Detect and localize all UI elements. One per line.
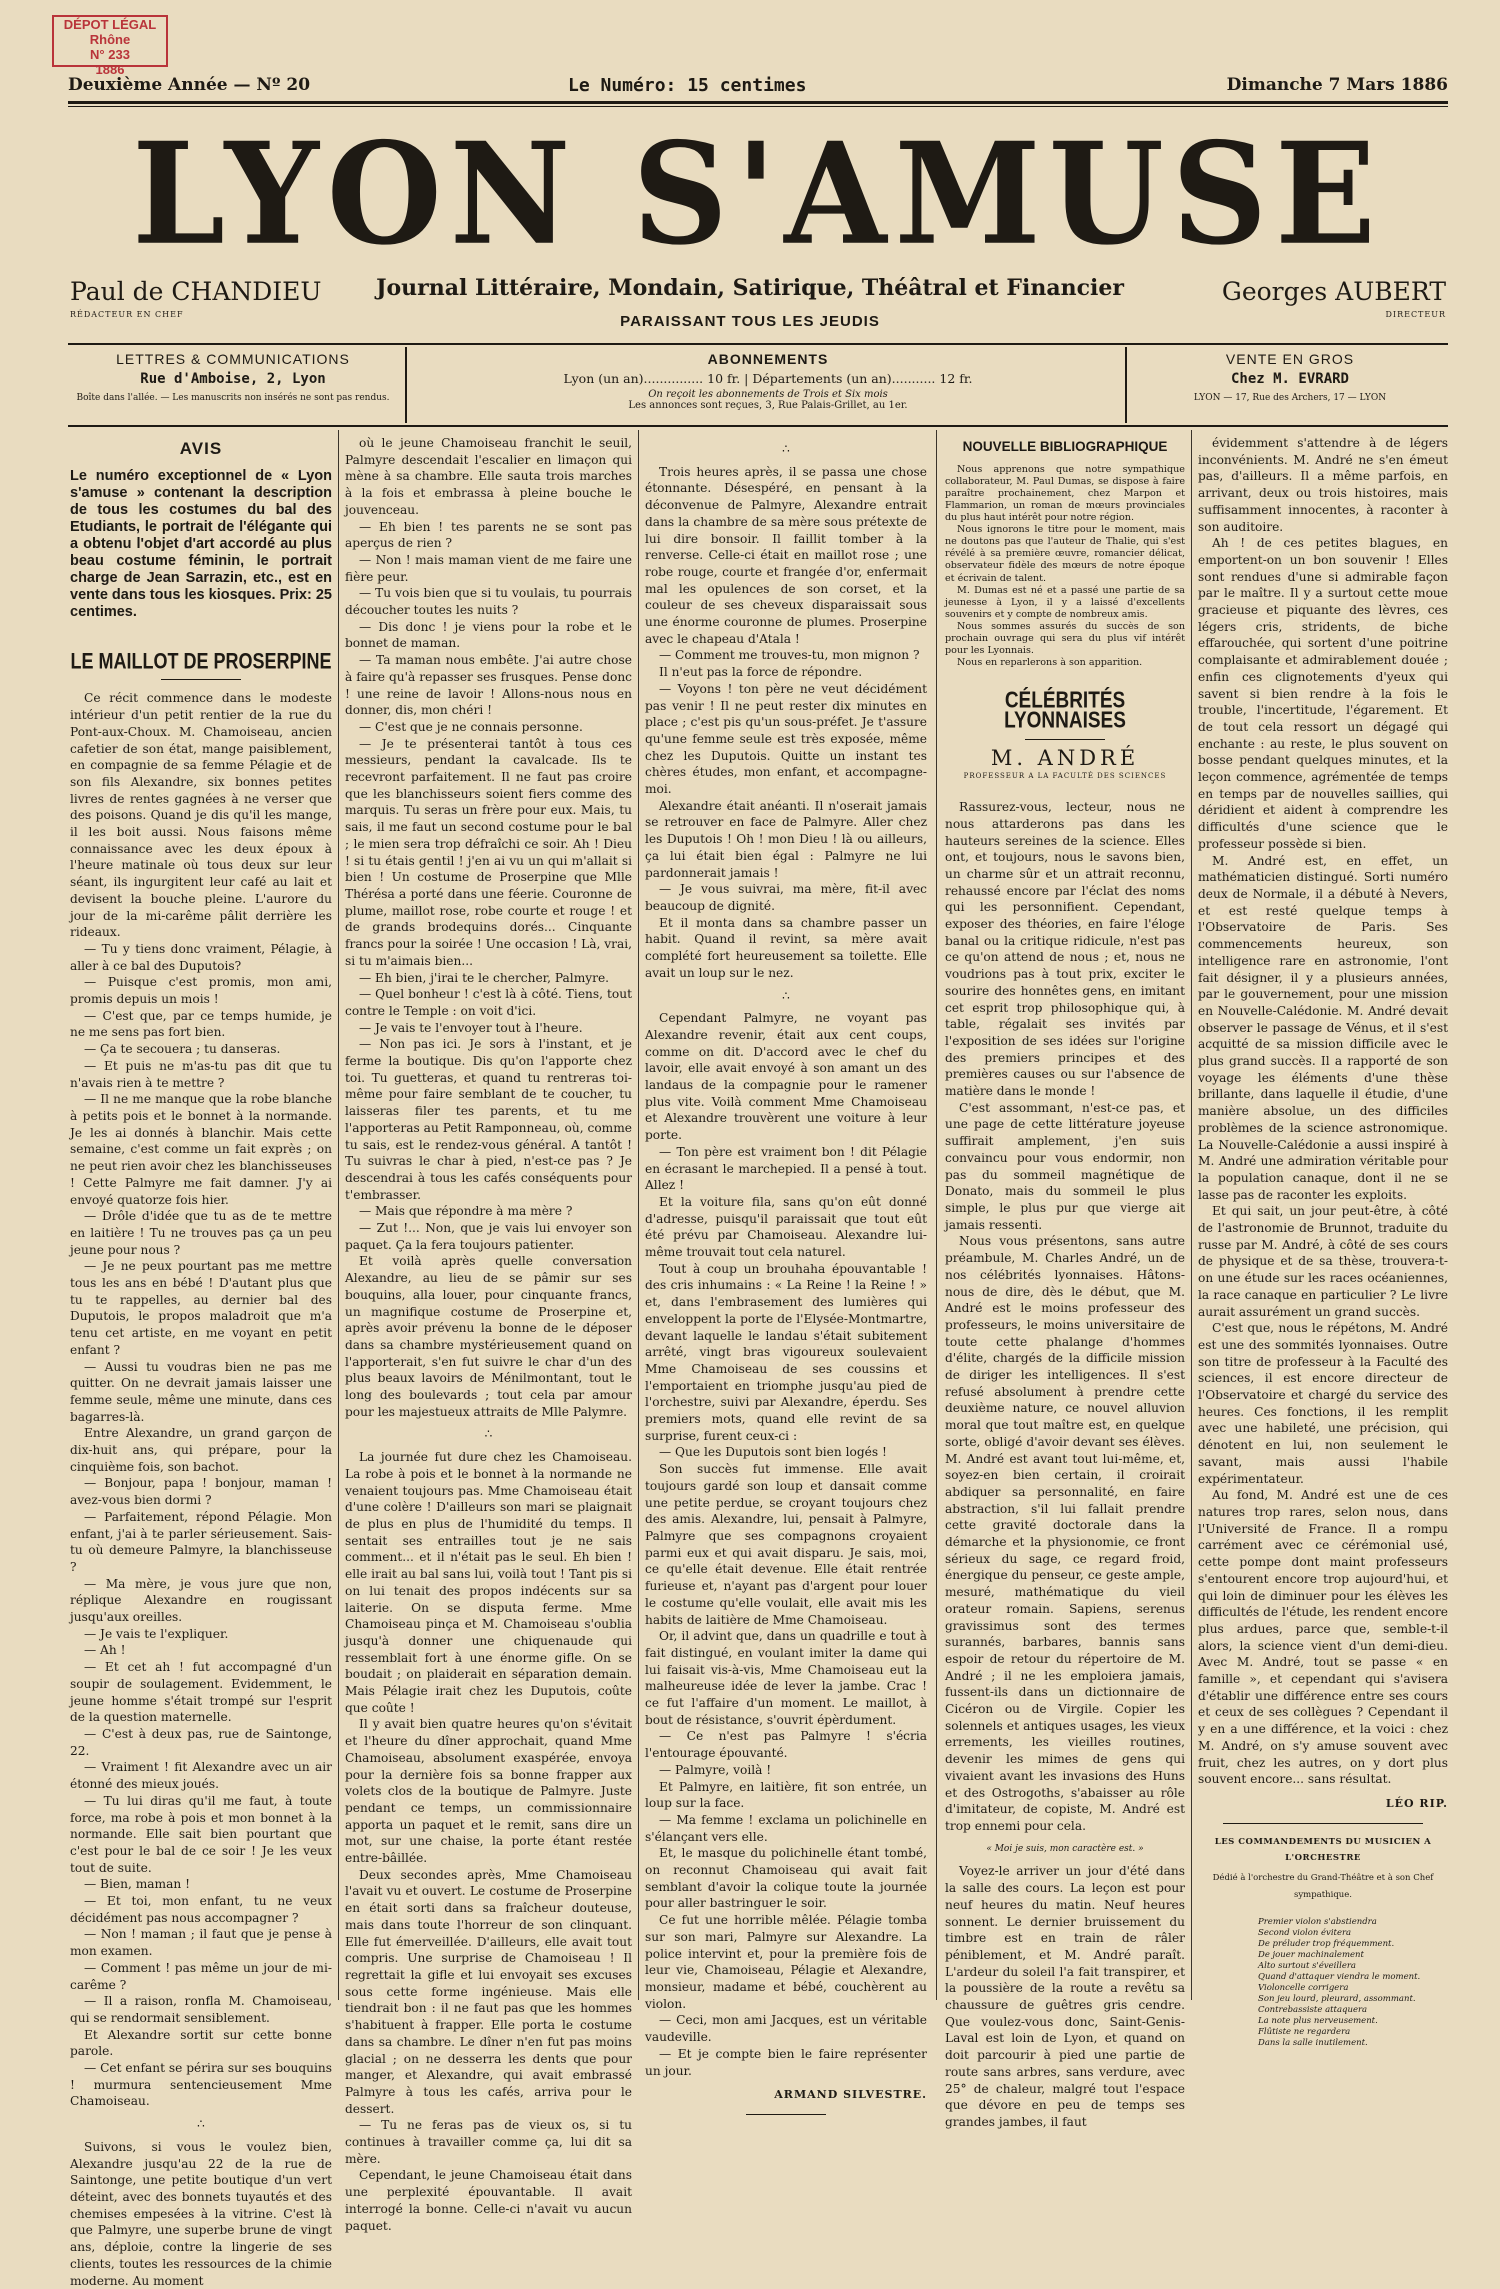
verse-line: De préluder trop fréquemment. (1258, 1939, 1395, 1950)
article-signature: ARMAND SILVESTRE. (774, 2088, 927, 2102)
heading-rule (161, 679, 241, 680)
paragraph: Trois heures après, il se passa une chose étonnante. Désespéré, en pensant à la déconvenue de Palmyre, Alexandre entrait dans la chambre de sa mère sous prétexte de lui dire bonsoir. Il faillit tomber à la renverse. Celle-ci était en maillot rose ; une robe rouge, courte et frangée d'or, enfermait mal les opulences de son corset, et la couleur de ses cheveux disparaissait sous une énorme couronne de plumes. Proserpine avec le chapeau d'Atala ! (645, 464, 927, 646)
newspaper-page (40, 15, 1460, 2288)
paragraph: Nous vous présentons, sans autre préambule, M. Charles André, un de nos célébrités lyonnaises. Hâtons-nous de dire, dès le début, que M. André est le moins professeur des professeurs, le moins universitaire de toute cette phalange d'hommes d'élite, chargés de la difficile mission de diriger les intelligences. Il s'est refusé absolument à prendre cette deuxième nature, ce nouvel alluvion moral que tout maître est, en quelque sorte, obligé d'avoir devant ses élèves. M. André est avant tout lui-même, et, soyez-en bien certain, il croirait abdiquer sa personnalité, en faire abstraction, s'il lui fallait prendre cette gravité doctorale dans la démarche et la physionomie, ce front sérieux du sage, ce regard froid, énergique du penseur, ce geste ample, mesuré, mathématique du vieil orateur romain. Sapiens, serenus gravissimus sont des termes surannés, barbares, bannis sans espoir de retour du répertoire de M. André ; il ne les emploiera jamais, fussent-ils dans un dictionnaire de Cicéron ou de Virgile. Copier les solennels et antiques usages, les vieux errements, les vieilles routines, devenir les mimes de gens qui vivaient avant les invasions des Huns et des Ostrogoths, s'abaisser au rôle d'imitateur, de copiste, M. André est trop ennemi pour cela. (945, 1234, 1185, 1833)
paragraph: — Ce n'est pas Palmyre ! s'écria l'entourage épouvanté. (645, 1729, 927, 1761)
paragraph: Alexandre était anéanti. Il n'oserait jamais se retrouver en face de Palmyre. Aller chez les Duputois ! Oh ! mon Dieu ! là ou ailleurs, ça lui était bien égal : Palmyre ne lui pardonnerait jamais ! (645, 798, 927, 880)
editor-left (70, 277, 322, 319)
paragraph: Nous apprenons que notre sympathique collaborateur, M. Paul Dumas, se dispose à faire paraître prochainement, chez Marpon et Flammarion, un roman de mœurs provinciales du plus haut intérêt pour notre région. (945, 463, 1185, 524)
editor-right-role: DIRECTEUR (1385, 310, 1446, 319)
paragraph: — Et je compte bien le faire représenter un jour. (645, 2046, 927, 2078)
paragraph: Ce récit commence dans le modeste intérieur d'un petit rentier de la rue du Pont-aux-Choux. M. Chamoiseau, ancien cafetier de son état, mange paisiblement, en compagnie de sa femme Pélagie et de son fils Alexandre, six bonnes petites livres de rentes gagnées à ne verser que des poisons. Quand je dis qu'il les mange, il les boit aussi. Nous faisons même connaissance avec les deux époux à l'heure matinale où tous deux sur leur séant, ils ingurgitent leur café au lait et devisent la bouche pleine. L'aurore du jour de la mi-carême pâlit derrière les rideaux. (70, 691, 332, 940)
paragraph: évidemment s'attendre à de légers inconvénients. M. André ne s'en émeut pas, d'ailleurs. Il a même parfois, en arrivant, deux ou trois histoires, mais suffisamment innocentes, à raconter à son auditoire. (1198, 436, 1448, 534)
subtitle: Journal Littéraire, Mondain, Satirique, Théâtral et Financier (376, 275, 1124, 301)
paragraph: Rassurez-vous, lecteur, nous ne nous attarderons pas dans les hauteurs sereines de la science. Elles ont, et toujours, nous le savons bien, un charme sûr et un attrait reconnu, rehaussé encore par l'éclat des noms qui les personnifient. Cependant, exposer des théories, en faire l'éloge banal ou la critique ridicule, n'est pas ce qu'on attend de nous ; et, nous ne voudrions pas à tout prix, exciter le sourire des honnêtes gens, en imitant cet esprit trop philosophique qui, à table, régalait ses invités par l'exposition de ses idées sur l'origine des premiers principes et des premières causes ou sur l'absence de matière dans le monde ! (945, 800, 1185, 1099)
paragraph: Nous sommes assurés du succès de son prochain ouvrage qui sera du plus vif intérêt pour les Lyonnais. (945, 620, 1185, 657)
column-sep-2 (638, 430, 639, 2000)
paragraph: Nous ignorons le titre pour le moment, mais ne doutons pas que l'auteur de Thalie, qui s'est révélé à sa première œuvre, romancier délicat, observateur fidèle des mœurs de notre époque et écrivain de talent. (945, 524, 1185, 584)
paragraph: Et Palmyre, en laitière, fit son entrée, un loup sur la face. (645, 1779, 927, 1811)
paragraph: — Tu y tiens donc vraiment, Pélagie, à aller à ce bal des Duputois? (70, 941, 332, 973)
paragraph: — Je ne peux pourtant pas me mettre tous les ans en bébé ! D'autant plus que tu te rappelles, au dernier bal des Duputois, le propos maladroit que m'a tenu cet artiste, en me voyant en petit enfant ? (70, 1259, 332, 1357)
paragraph: où le jeune Chamoiseau franchit le seuil, Palmyre descendait l'escalier en limaçon qui mène à sa chambre. Elle sauta trois marches à la fois et embrassa à pleine bouche le jouvenceau. (345, 436, 632, 517)
verse-line: Quand d'attaquer viendra le moment. (1258, 1972, 1421, 1983)
paragraph: — Je te présenterai tantôt à tous ces messieurs, pendant la cavalcade. Ils te recevront parfaitement. Il ne faut pas croire que les blanchisseurs soient fiers comme des marquis. Tu seras un frère pour eux. Mais, tu sais, il me faut un second costume pour le bal ; le mien sera trop défraîchi ce soir. Ah ! Dieu ! si tu étais gentil ! j'en ai vu un qui m'allait si bien ! Un costume de Proserpine que Mlle Thérésa a porté dans une féerie. Couronne de plume, maillot rose, robe courte et rouge ! et de grands brodequins dorés... Cinquante francs pour la soirée ! Une occasion ! Là, vrai, si tu m'aimais bien... (345, 736, 632, 968)
section-stars: ∴ (782, 988, 790, 1003)
section-stars: ∴ (484, 1427, 493, 1442)
column-5 (1198, 435, 1448, 2049)
paragraph: M. André est, en effet, un mathématicien distingué. Sorti numéro deux de Normale, il a débuté à Nevers, et est resté quelque temps à l'Observatoire de Paris. Ses commencements heureux, son intelligence rare en astronomie, l'ont fait désigner, il y a plusieurs années, par le gouvernement, pour une mission en Nouvelle-Calédonie. M. André devait observer le passage de Vénus, et il s'est acquitté de sa mission difficile avec le plus grand succès. Il a rapporté de son voyage les éléments d'une thèse brillante, dans laquelle il étudie, d'une manière absolue, un des difficiles problèmes de la science astronomique. La Nouvelle-Calédonie a aussi inspiré à M. André une admiration véritable pour la population canaque, dont il ne se lasse pas de raconter les exploits. (1198, 853, 1448, 1202)
paragraph: — Dis donc ! je viens pour la robe et le bonnet de maman. (345, 619, 632, 651)
commandements-dedication: Dédié à l'orchestre du Grand-Théâtre et à son Chef sympathique. (1212, 1873, 1434, 1900)
issue-date: Dimanche 7 Mars 1886 (1226, 75, 1448, 95)
verse-line: Flûtiste ne regardera (1258, 2027, 1351, 2038)
editor-left-role: RÉDACTEUR EN CHEF (70, 310, 184, 319)
paragraph: Suivons, si vous le voulez bien, Alexandre jusqu'au 22 de la rue de Saintonge, une petite boutique d'un vert déteint, avec des bonnets tuyautés et des chemises empesées à la vitrine. C'est là que Palmyre, une superbe brune de vingt ans, déploie, contre la lingerie de ses clients, toutes les ressources de la chimie moderne. Au moment (70, 2139, 332, 2288)
subscription-note: On reçoit les abonnements de Trois et Six mois (648, 389, 888, 400)
stamp-line1: DÉPOT LÉGAL (63, 17, 157, 32)
masthead-title: LYON S'AMUSE (132, 112, 1384, 277)
column-2 (345, 435, 632, 2234)
paragraph: — Ceci, mon ami Jacques, est un véritable vaudeville. (645, 2013, 927, 2045)
column-sep-3 (936, 430, 937, 2000)
verse-line: Contrebassiste attaquera (1258, 2005, 1368, 2016)
top-rule-thin (68, 106, 1448, 107)
column-4 (945, 435, 1185, 2131)
letters-address: Rue d'Amboise, 2, Lyon (140, 371, 326, 387)
subscription-heading: ABONNEMENTS (707, 351, 829, 367)
column-sep-1 (338, 430, 339, 2000)
paragraph: — Non pas ici. Je sors à l'instant, et je ferme la boutique. Dis qu'on l'apporte chez toi. Tu guetteras, et quand tu rentreras toi-même pour faire semblant de te coucher, tu laisseras filer tes parents, et tu me l'apporteras au Petit Ramponneau, où, comme tu sais, est le rendez-vous général. A tantôt ! Tu suivras le char à pied, n'est-ce pas ? Je descendrai à tous les cafés conséquents pour t'embrasser. (345, 1037, 632, 1202)
paragraph: Il y avait bien quatre heures qu'on s'évitait et l'heure du dîner approchait, quand Mme Chamoiseau, absolument exaspérée, envoya pour la dernière fois sa bonne frapper aux volets clos de la boutique de Palmyre. Juste pendant ce temps, un commissionnaire apporta un paquet et le remit, sans dire un mot, sur une chaise, la porte étant restée entre-bâillée. (345, 1717, 632, 1866)
paragraph: Son succès fut immense. Elle avait toujours gardé son loup et dansait comme une petite perdue, se croyant toujours chez des amis. Alexandre, lui, pensait à Palmyre, Palmyre que ses compagnons croyaient parmi eux et qui avait disparu. Je sais, moi, ce qu'elle était devenue. Elle était rentrée furieuse et, n'ayant pas d'argent pour louer le costume qu'elle voulait, elle avait mis les habits de laitière de Mme Chamoiseau. (645, 1462, 927, 1627)
commandements-verse (1258, 1917, 1448, 2049)
letters-note: Boîte dans l'allée. — Les manuscrits non insérés ne sont pas rendus. (76, 393, 390, 403)
paragraph: M. Dumas est né et a passé une partie de sa jeunesse à Lyon, il y a laissé d'excellents souvenirs et y compte de nombreux amis. (945, 584, 1185, 620)
paragraph: — Ma mère, je vous jure que non, réplique Alexandre en rougissant jusqu'aux oreilles. (70, 1576, 332, 1625)
subscription-rates: Lyon (un an)............... 10 fr. | Départements (un an)........... 12 fr. (563, 371, 973, 386)
legal-deposit-stamp (52, 15, 168, 77)
editor-right (1222, 277, 1446, 319)
paragraph: — Que les Duputois sont bien logés ! (659, 1445, 887, 1460)
section-stars: ∴ (782, 442, 790, 456)
paragraph: — Cet enfant se périra sur ses bouquins ! murmura sentencieusement Mme Chamoiseau. (70, 2061, 332, 2109)
top-rule (68, 101, 1448, 104)
paragraph: Deux secondes après, Mme Chamoiseau l'avait vu et ouvert. Le costume de Proserpine en était sorti dans sa fraîcheur douteuse, mais dans toute l'horreur de son clinquant. Elle fut émerveillée. D'ailleurs, elle avait tout compris. Une surprise de Chamoiseau ! Il regrettait la gifle et lui envoyait ses excuses sous cette forme ingénieuse. Mais elle tiendrait bon : il ne faut pas que les hommes s'habituent à frapper. Elle porta le costume dans sa chambre. Le dîner n'en fut pas moins glacial ; on ne desserra les dents que pour manger, et Alexandre, qui avait embrassé Palmyre à tous les cafés, arriva pour le dessert. (345, 1867, 632, 2116)
paragraph: — Bonjour, papa ! bonjour, maman ! avez-vous bien dormi ? (70, 1476, 332, 1508)
wholesale-heading: VENTE EN GROS (1225, 351, 1355, 367)
paragraph: — Ma femme ! exclama un polichinelle en s'élançant vers elle. (645, 1812, 927, 1844)
paragraph: — Ta maman nous embête. J'ai autre chose à faire qu'à repasser ses frusques. Pense donc ! une reine de lavoir ! Allons-nous nous en donner, dis, mon chéri ! (345, 653, 632, 718)
verse-line: De jouer machinalement (1258, 1950, 1364, 1961)
paragraph: — Voyons ! ton père ne veut décidément pas venir ! Il ne peut rester dix minutes en place ; c'est pis qu'un sous-préfet. Je t'assure qu'une femme seule est très exposée, même chez les Duputois. Quitte un instant tes chères études, mon enfant, et accompagne-moi. (645, 681, 927, 797)
paragraph: Entre Alexandre, un grand garçon de dix-huit ans, qui prépare, pour la cinquième fois, son bachot. (70, 1426, 332, 1474)
commandements-heading: LES COMMANDEMENTS DU MUSICIEN A L'ORCHESTRE (1214, 1836, 1432, 1864)
issue-number: Deuxième Année — Nº 20 (68, 75, 311, 95)
info-rule-top (68, 343, 1448, 345)
column-3 (645, 435, 927, 2125)
paragraph: Tout à coup un brouhaha épouvantable ! des cris inhumains : « La Reine ! la Reine ! » et, dans l'embrasement des lumières qui enveloppent la porte de l'Elysée-Montmartre, devant laquelle le landau s'était subitement arrêté, vingt bras vigoureux soulevaient Mme Chamoiseau de ses coussins et l'emportaient en triomphe jusqu'au pied de l'orchestre, suivi par Alexandre, éperdu. Ses premiers mots, quand elle revint de sa surprise, furent ceux-ci : (645, 1261, 927, 1443)
paragraph: — Il ne me manque que la robe blanche à petits pois et le bonnet à la normande. Je les ai donnés à blanchir. Mais cette semaine, c'est comme un fait exprès ; on ne peut rien avoir chez les blanchisseuses ! Cette Palmyre me fait damner. J'y ai envoyé quatorze fois hier. (70, 1092, 332, 1207)
letters-box (68, 351, 398, 421)
paragraph: Cependant, le jeune Chamoiseau était dans une perplexité épouvantable. Il avait interrogé la bonne. Celle-ci n'avait vu aucun paquet. (345, 2168, 632, 2233)
paragraph: — Eh bien ! tes parents ne se sont pas aperçus de rien ? (345, 519, 632, 551)
paragraph: — Non ! mais maman vient de me faire une fière peur. (345, 552, 632, 584)
paragraph: Et, le masque du polichinelle étant tombé, on reconnut Chamoiseau qui avait fait semblant d'avoir la colique toute la journée pour aller bastringuer le soir. (645, 1846, 927, 1911)
paragraph: C'est que, nous le répétons, M. André est une des sommités lyonnaises. Outre son titre de professeur à la Faculté des sciences, il est encore directeur de l'Observatoire et chargé du service des heures. Ces fonctions, il les remplit avec une habileté, une précision, qui dénotent en lui, non seulement le savant, mais aussi l'habile expérimentateur. (1198, 1321, 1448, 1486)
avis-heading: AVIS (179, 439, 223, 458)
biblio-text (945, 464, 1185, 670)
paragraph: — Eh bien, j'irai te le chercher, Palmyre. (359, 970, 610, 985)
paragraph: Nous en reparlerons à son apparition. (957, 657, 1143, 669)
paragraph: C'est assommant, n'est-ce pas, et une page de cette littérature joyeuse suffirait amplement, j'en suis convaincu pour vous endormir, non pas du sommeil magnétique de Donato, mais du sommeil le plus simple, le plus pur que vierge ait jamais ressenti. (945, 1100, 1185, 1232)
wholesale-name: Chez M. EVRARD (1230, 371, 1349, 387)
paragraph: — Je vais te l'envoyer tout à l'heure. (359, 1020, 583, 1035)
paragraph: — Et cet ah ! fut accompagné d'un soupir de soulagement. Evidemment, le jeune homme s'était trompé sur l'esprit de la question maternelle. (70, 1660, 332, 1725)
avis-text: Le numéro exceptionnel de « Lyon s'amuse » contenant la description de tous les costumes du bal des Etudiants, le portrait de l'élégante qui a obtenu l'objet d'art accordé au plus beau costume féminin, le portrait charge de Jean Sarrazin, etc., est en vente dans tous les kiosques. Prix: 25 centimes. (70, 467, 332, 620)
paragraph: — Ah ! (84, 1643, 126, 1658)
paragraph: — Non ! maman ; il faut que je pense à mon examen. (70, 1927, 332, 1959)
letters-heading: LETTRES & COMMUNICATIONS (116, 351, 350, 367)
paragraph: — Tu lui diras qu'il me faut, à toute force, ma robe à pois et mon bonnet à la normande. Elle sait bien pourtant que c'est pour le bal de ce soir ! Je les veux tout de suite. (70, 1793, 332, 1875)
paragraph: Ce fut une horrible mêlée. Pélagie tomba sur son mari, Palmyre sur Alexandre. La police intervint et, pour la première fois de leur vie, Chamoiseau, Pélagie et Alexandre, monsieur, madame et bébé, couchèrent au violon. (645, 1913, 927, 2011)
paragraph: — Quel bonheur ! c'est là à côté. Tiens, tout contre le Temple : on voit d'ici. (345, 987, 632, 1018)
paragraph: — Il a raison, ronfla M. Chamoiseau, qui se rendormait sensiblement. (70, 1994, 332, 2025)
paragraph: — Tu vois bien que si tu voulais, tu pourrais découcher toutes les nuits ? (345, 586, 632, 618)
paragraph: Cependant Palmyre, ne voyant pas Alexandre revenir, était aux cent coups, comme on dit. D'accord avec le chef du lavoir, elle avait envoyé à son amant un des landaus de la compagnie pour le ramener plus vite. Voilà comment Mme Chamoiseau et Alexandre trouvèrent une voiture à leur porte. (645, 1011, 927, 1143)
subscription-box (418, 351, 1118, 421)
paragraph: Et il monta dans sa chambre passer un habit. Quand il revint, sa mère avait complété fort heureusement sa toilette. Elle avait un loup sur le nez. (645, 915, 927, 980)
paragraph: — Zut !... Non, que je vais lui envoyer son paquet. Ça la fera toujours patienter. (345, 1221, 632, 1252)
paragraph: — Vraiment ! fit Alexandre avec un air étonné des mieux joués. (70, 1760, 332, 1792)
paragraph: Il n'eut pas la force de répondre. (659, 665, 863, 680)
stamp-line4: 1886 (95, 62, 125, 77)
verse-line: Alto surtout s'éveillera (1258, 1961, 1356, 1972)
end-rule (1223, 1823, 1423, 1824)
paragraph: La journée fut dure chez les Chamoiseau. La robe à pois et le bonnet à la normande ne venaient toujours pas. Mme Chamoiseau était d'une colère ! D'ailleurs son mari se plaignait de plus en plus de l'humidité du temps. Il sentait ses entrailles tout je ne sais comment... et il n'était pas le seul. Eh bien ! elle irait au bal sans lui, voilà tout ! Tant pis si on lui tenait des propos indécents sur sa laiterie. On se disputa ferme. Mme Chamoiseau pinça et M. Chamoiseau s'oublia jusqu'à donner une chiquenaude qui ressemblait fort à une énorme gifle. On se boudait ; on plaiderait en séparation demain. Mais Pélagie irait chez les Duputois, coûte que coûte ! (345, 1450, 632, 1715)
paragraph: — Et toi, mon enfant, tu ne veux décidément pas nous accompagner ? (70, 1894, 332, 1925)
verse-line: Second violon évitera (1258, 1928, 1352, 1939)
editor-left-name: Paul de CHANDIEU (70, 277, 322, 306)
paragraph: — Drôle d'idée que tu as de te mettre en laitière ! Tu ne trouves pas ça un peu jeune pour nous ? (70, 1209, 332, 1257)
andre-heading: M. ANDRÉ (990, 745, 1140, 770)
paragraph: Et voilà après quelle conversation Alexandre, au lieu de se pâmir sur ses bouquins, alla louer, pour cinquante francs, un magnifique costume de Proserpine et, après avoir prévenu la bonne de le déposer dans sa chambre mystérieusement quand on l'apporterait, s'en fut suivre le char d'un des plus beaux lavoirs de Ménilmontant, tout le long des boulevards ; tout cela par amour pour les majestueux attraits de Mlle Palymre. (345, 1254, 632, 1419)
info-sep-1 (405, 347, 407, 423)
paragraph: Voyez-le arriver un jour d'été dans la salle des cours. La leçon est pour neuf heures du matin. Neuf heures sonnent. Le dernier bruissement du timbre est en train de râler péniblement, et M. André paraît. L'ardeur du soleil l'a fait transpirer, et la poussière de la route a revêtu sa chaussure de guêtres gris cendre. Que voulez-vous donc, Saint-Genis-Laval est loin de Lyon, et quand on doit parcourir à pied une partie de route sans arbres, sans verdure, avec 25° de chaleur, malgré tout l'espace que dévore en peu de temps ses grandes jambes, il faut (945, 1864, 1185, 2129)
paragraph: — C'est que je ne connais personne. (359, 719, 583, 734)
celebrites-heading: CÉLÉBRITÉS LYONNAISES (1004, 688, 1126, 734)
column-1 (70, 435, 332, 2289)
section-stars: ∴ (197, 2117, 205, 2132)
paragraph: — C'est que, par ce temps humide, je ne me sens pas fort bien. (70, 1008, 332, 1040)
verse-line: La note plus nerveusement. (1258, 2016, 1378, 2027)
paragraph: — Aussi tu voudras bien ne pas me quitter. On ne devrait jamais laisser une femme seule, même une minute, dans ces bagarres-là. (70, 1359, 332, 1424)
paragraph: — Parfaitement, répond Pélagie. Mon enfant, j'ai à te parler sérieusement. Sais-tu où demeure Palmyre, la blanchisseuse ? (70, 1509, 332, 1574)
paragraph: Et Alexandre sortit sur cette bonne parole. (70, 2027, 332, 2059)
biblio-heading: NOUVELLE BIBLIOGRAPHIQUE (962, 439, 1168, 454)
paragraph: Or, il advint que, dans un quadrille e tout à fait distingué, en voulant imiter la dame qui lui faisait vis-à-vis, Mme Chamoiseau eut la malheureuse idée de lever la jambe. Crac ! ce fut l'affaire d'un moment. Le maillot, à bout de résistance, s'ouvrit épèrdument. (645, 1629, 927, 1727)
ads-note: Les annonces sont reçues, 3, Rue Palais-Grillet, au 1er. (628, 400, 908, 411)
paragraph: — Je vous suivrai, ma mère, fit-il avec beaucoup de dignité. (645, 882, 927, 913)
quote-caption: « Moi je suis, mon caractère est. » (986, 1843, 1144, 1854)
publication-frequency: PARAISSANT TOUS LES JEUDIS (620, 313, 880, 330)
paragraph: — Comment me trouves-tu, mon mignon ? (659, 648, 920, 663)
maillot-col1-text (70, 690, 332, 2289)
verse-line: Son jeu lourd, pleurard, assommant. (1258, 1994, 1416, 2005)
paragraph: Au fond, M. André est une de ces natures trop rares, selon nous, dans l'Université de France. Il a rompu carrément avec ce cérémonial usé, cette pompe dont maint professeurs s'entourent encore trop aujourd'hui, et qui loin de diminuer pour les élèves les difficultés de l'étude, les rendent encore plus ardues, parce que, semble-t-il alors, la science vient d'un demi-dieu. Avec M. André, tout se passe « en famille », et cependant qui s'avisera d'établir une différence entre ses cours et ceux de ses collègues ? Cependant il y en a une différence, et la voici : chez M. André, on s'y amuse souvent avec fruit, chez les autres, on y dort plus souvent encore... sans résultat. (1198, 1488, 1448, 1787)
celeb-signature: LÉO RIP. (1385, 1796, 1448, 1810)
paragraph: — C'est à deux pas, rue de Saintonge, 22. (70, 1727, 332, 1758)
editor-right-name: Georges AUBERT (1221, 277, 1446, 306)
heading-rule (1025, 739, 1105, 740)
paragraph: — Comment ! pas même un jour de mi-carême ? (70, 1960, 332, 1992)
paragraph: — Je vais te l'expliquer. (84, 1626, 229, 1641)
issue-price: Le Numéro: 15 centimes (568, 75, 807, 96)
stamp-line3: N° 233 (90, 47, 130, 62)
paragraph: — Tu ne feras pas de vieux os, si tu continues à travailler comme ça, lui dit sa mère. (345, 2118, 632, 2166)
paragraph: — Mais que répondre à ma mère ? (359, 1204, 573, 1219)
wholesale-box (1132, 351, 1448, 421)
verse-line: Dans la salle inutilement. (1258, 2038, 1368, 2049)
paragraph: — Palmyre, voilà ! (659, 1762, 772, 1777)
paragraph: — Puisque c'est promis, mon ami, promis depuis un mois ! (70, 975, 332, 1007)
end-rule (746, 2114, 826, 2115)
andre-role: PROFESSEUR A LA FACULTÉ DES SCIENCES (963, 772, 1167, 781)
maillot-heading: LE MAILLOT DE PROSERPINE (70, 648, 332, 674)
info-sep-2 (1125, 347, 1127, 423)
column-sep-4 (1191, 430, 1192, 2000)
paragraph: Et la voiture fila, sans qu'on eût donné d'adresse, puisqu'il paraissait que tout eût été prévu par Chamoiseau. Alexandre lui-même trouvait tout cela naturel. (645, 1194, 927, 1260)
issue-line (68, 75, 1448, 99)
paragraph: Ah ! de ces petites blagues, en emportent-on un bon souvenir ! Elles sont rendues d'une si admirable façon par le maître. Il y a surtout cette moue gracieuse et piquante des lèvres, ces légers cris, stridents, de biche effarouchée, qui sortent d'une poitrine complaisante et admirablement douée ; enfin ces clignotements d'yeux qui savent si bien rendre à la fois le trouble, l'incertitude, l'égarement. Et de tout cela ressort un dégagé qui enchante : au reste, le plus souvent on bosse pendant quelques minutes, et la leçon commence, agrémentée de temps en temps par de nouvelles saillies, qui déridient et aident à comprendre les difficultés d'une science que le professeur possède si bien. (1198, 536, 1448, 851)
paragraph: — Ton père est vraiment bon ! dit Pélagie en écrasant le marchepied. Il a pensé à tout. Allez ! (645, 1144, 927, 1193)
paragraph: — Et puis ne m'as-tu pas dit que tu n'avais rien à te mettre ? (70, 1058, 332, 1090)
paragraph: — Bien, maman ! (84, 1877, 190, 1892)
paragraph: — Ça te secouera ; tu danseras. (84, 1042, 281, 1057)
info-rule-bottom (68, 425, 1448, 427)
verse-line: Violoncelle corrigera (1258, 1983, 1349, 1994)
wholesale-address: LYON — 17, Rue des Archers, 17 — LYON (1193, 393, 1387, 403)
paragraph: Et qui sait, un jour peut-être, à côté de l'astronomie de Brunnot, traduite du russe par M. André, à côté de ses cours de physique et de sa thèse, trouvera-t-on une étude sur les races océaniennes, la race canaque en particulier ? Le livre aurait assurément un grand succès. (1198, 1204, 1448, 1319)
verse-line: Premier violon s'abstiendra (1258, 1917, 1377, 1928)
stamp-line2: Rhône (89, 32, 131, 47)
